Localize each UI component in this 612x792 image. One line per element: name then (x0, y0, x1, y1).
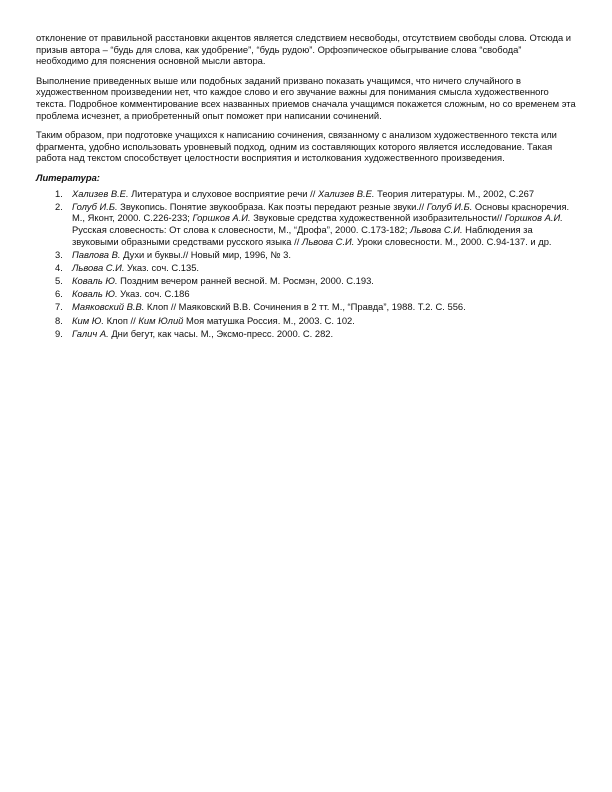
reference-author: Горшков А.И. (504, 212, 563, 224)
reference-author: Галич А. (72, 327, 109, 339)
reference-author: Павлова В. (72, 248, 121, 260)
reference-author: Голуб И.Б. (426, 200, 473, 212)
reference-item (36, 301, 576, 313)
reference-item (36, 315, 576, 327)
reference-text: Указ. соч. С.135. (124, 261, 200, 273)
references-list (36, 188, 576, 340)
reference-text: Русская словесность: От слова к словесности, М., “Дрофа”, 2000. С.173-182; (72, 223, 411, 235)
reference-author: Ким Юлий (138, 314, 184, 326)
reference-item (36, 249, 576, 261)
reference-number: 1. (55, 187, 63, 199)
reference-number: 7. (55, 301, 63, 313)
reference-text: Поздним вечером ранней весной. М. Росмэн, 2000. С.193. (117, 275, 374, 287)
reference-item (36, 328, 576, 340)
body-paragraph-3: Таким образом, при подготовке учащихся к написанию сочинения, связанному с анализом художественного текста или фрагмента, удобно использовать уровневый подход, одним из составляющих которого является исследование. Такая работа над текстом способствует целостности восприятия и истолкования художественного произведения. (36, 129, 557, 164)
reference-author: Ким Ю. (72, 314, 104, 326)
reference-author: Голуб И.Б. (72, 200, 118, 212)
reference-author: Маяковский В.В. (72, 301, 145, 313)
reference-author: Львова С.И. (301, 235, 355, 247)
reference-author: Хализев В.Е. (72, 187, 129, 199)
reference-author: Львова С.И. (72, 261, 125, 273)
references-heading: Литература: (36, 171, 100, 183)
reference-number: 2. (55, 200, 63, 212)
reference-text: Наблюдения за звуковыми образными средствами русского языка // (72, 223, 533, 247)
reference-author: Горшков А.И. (192, 212, 251, 224)
reference-text: Уроки словесности. М., 2000. С.94-137. и др. (354, 235, 552, 247)
reference-number: 6. (55, 288, 63, 300)
reference-item (36, 262, 576, 274)
reference-text: Духи и буквы.// Новый мир, 1996, № 3. (120, 248, 291, 260)
reference-item (36, 275, 576, 287)
reference-item (36, 288, 576, 300)
reference-text: Теория литературы. М., 2002, С.267 (374, 187, 535, 199)
reference-text: Клоп // Маяковский В.В. Сочинения в 2 тт. М., “Правда”, 1988. Т.2. С. 556. (144, 301, 466, 313)
body-paragraph-2: Выполнение приведенных выше или подобных заданий призвано показать учащимся, что ничего случайного в художественном произведении нет, что каждое слово и его звучание важны для понимания смысла художественного текста. Подробное комментирование всех названных приемов сначала учащимся покажется сложным, но со временем эта проблема исчезнет, а приобретенный опыт поможет при написании сочинений. (36, 74, 576, 121)
reference-author: Хализев В.Е. (317, 187, 375, 199)
reference-number: 9. (55, 327, 63, 339)
reference-text: Звуковые средства художественной изобразительности// (250, 212, 505, 224)
body-paragraph-1: отклонение от правильной расстановки акцентов является следствием несвободы, отсутствием свободы слова. Отсюда и призыв автора – “будь для слова, как удобрение”, “будь рудою”. Орфоэпическое обыгрывание слова “свобода” необходимо для пояснения основной мысли автора. (36, 32, 572, 67)
reference-number: 5. (55, 275, 63, 287)
reference-text: Моя матушка Россия. М., 2003. С. 102. (183, 314, 355, 326)
reference-author: Коваль Ю. (72, 275, 118, 287)
reference-author: Львова С.И. (410, 223, 463, 235)
reference-text: Литература и слуховое восприятие речи // (128, 187, 318, 199)
reference-text: Основы красноречия. М., Яконт, 2000. С.226-233; (72, 200, 570, 224)
document-page (36, 32, 576, 341)
reference-number: 3. (55, 248, 63, 260)
reference-number: 4. (55, 261, 63, 273)
reference-number: 8. (55, 314, 63, 326)
reference-text: Дни бегут, как часы. М., Эксмо-пресс. 2000. С. 282. (108, 327, 334, 339)
reference-text: Указ. соч. С.186 (117, 288, 190, 300)
reference-text: Клоп // (103, 314, 139, 326)
reference-text: Звукопись. Понятие звукообраза. Как поэты передают резные звуки.// (117, 200, 427, 212)
reference-item (36, 188, 576, 200)
reference-author: Коваль Ю. (72, 288, 118, 300)
reference-item (36, 201, 576, 247)
